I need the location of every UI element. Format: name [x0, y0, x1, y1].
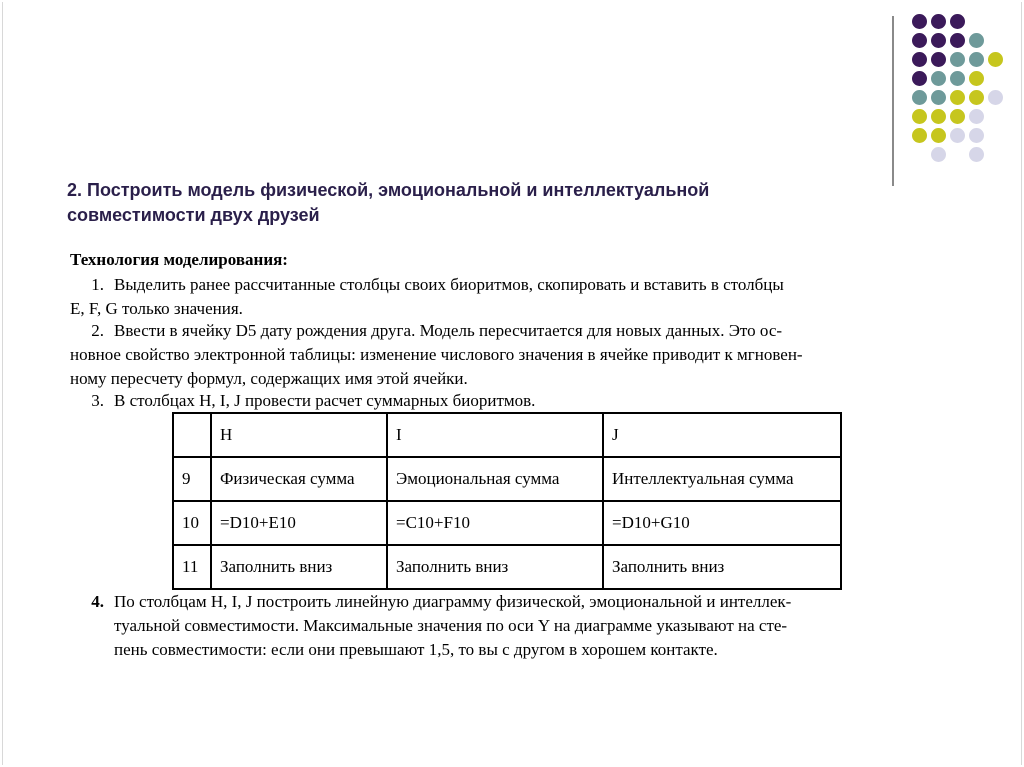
dot [969, 71, 984, 86]
dot [950, 90, 965, 105]
step-text: По столбцам H, I, J построить линейную диаграмму физической, эмоциональной и интеллек- [114, 592, 792, 611]
step-2 [70, 319, 803, 391]
dot [950, 109, 965, 124]
table-row [173, 501, 841, 545]
step-text: В столбцах H, I, J провести расчет суммарных биоритмов. [114, 391, 536, 410]
title-line: 2. Построить модель физической, эмоциональной и интеллектуальной [67, 180, 710, 200]
table-cell: Заполнить вниз [603, 545, 841, 589]
step-number: 1. [91, 275, 104, 294]
dot [931, 128, 946, 143]
dot [969, 109, 984, 124]
dot [931, 90, 946, 105]
dot [912, 52, 927, 67]
table-cell: Физическая сумма [211, 457, 387, 501]
dot [931, 109, 946, 124]
section-heading: Технология моделирования: [70, 250, 288, 269]
title-line: совместимости двух друзей [67, 205, 320, 225]
table-cell: J [603, 413, 841, 457]
dot [988, 90, 1003, 105]
step-text: ному пересчету формул, содержащих имя этой ячейки. [70, 369, 468, 388]
dot [950, 14, 965, 29]
table-cell: Интеллектуальная сумма [603, 457, 841, 501]
dot [969, 147, 984, 162]
dot [912, 90, 927, 105]
table-cell: H [211, 413, 387, 457]
dot [912, 71, 927, 86]
dot [912, 14, 927, 29]
dot [912, 33, 927, 48]
table-row [173, 457, 841, 501]
slide-title [67, 178, 847, 228]
dot [969, 52, 984, 67]
dot [969, 90, 984, 105]
dot [931, 14, 946, 29]
step-text: пень совместимости: если они превышают 1,5, то вы с другом в хорошем контакте. [114, 640, 718, 659]
step-number: 4. [91, 592, 104, 611]
dot [931, 52, 946, 67]
step-4 [70, 590, 791, 662]
dot [931, 147, 946, 162]
table-cell [173, 413, 211, 457]
table-cell: Заполнить вниз [211, 545, 387, 589]
table-cell: =D10+E10 [211, 501, 387, 545]
dot [931, 71, 946, 86]
table-cell: 9 [173, 457, 211, 501]
dot [950, 128, 965, 143]
dot [912, 109, 927, 124]
dot [969, 33, 984, 48]
step-number: 2. [91, 321, 104, 340]
table-cell: Заполнить вниз [387, 545, 603, 589]
step-3 [70, 389, 535, 413]
table-cell: I [387, 413, 603, 457]
step-text: E, F, G только значения. [70, 299, 243, 318]
dot [950, 33, 965, 48]
table-header-row [173, 413, 841, 457]
dot [931, 33, 946, 48]
table-cell: =D10+G10 [603, 501, 841, 545]
dot [988, 52, 1003, 67]
step-1 [70, 273, 784, 321]
decorative-vertical-line [892, 16, 894, 186]
dot [950, 52, 965, 67]
table-cell: Эмоциональная сумма [387, 457, 603, 501]
table-cell: 10 [173, 501, 211, 545]
step-text: туальной совместимости. Максимальные значения по оси Y на диаграмме указывают на сте- [114, 616, 788, 635]
dot [969, 128, 984, 143]
dot [912, 128, 927, 143]
step-text: новное свойство электронной таблицы: изменение числового значения в ячейке приводит к мгновен- [70, 345, 803, 364]
step-text: Ввести в ячейку D5 дату рождения друга. Модель пересчитается для новых данных. Это ос- [114, 321, 783, 340]
step-text: Выделить ранее рассчитанные столбцы своих биоритмов, скопировать и вставить в столбцы [114, 275, 784, 294]
dot [950, 71, 965, 86]
table-cell: =C10+F10 [387, 501, 603, 545]
step-number: 3. [91, 391, 104, 410]
formula-table [172, 412, 842, 590]
table-cell: 11 [173, 545, 211, 589]
table-row [173, 545, 841, 589]
